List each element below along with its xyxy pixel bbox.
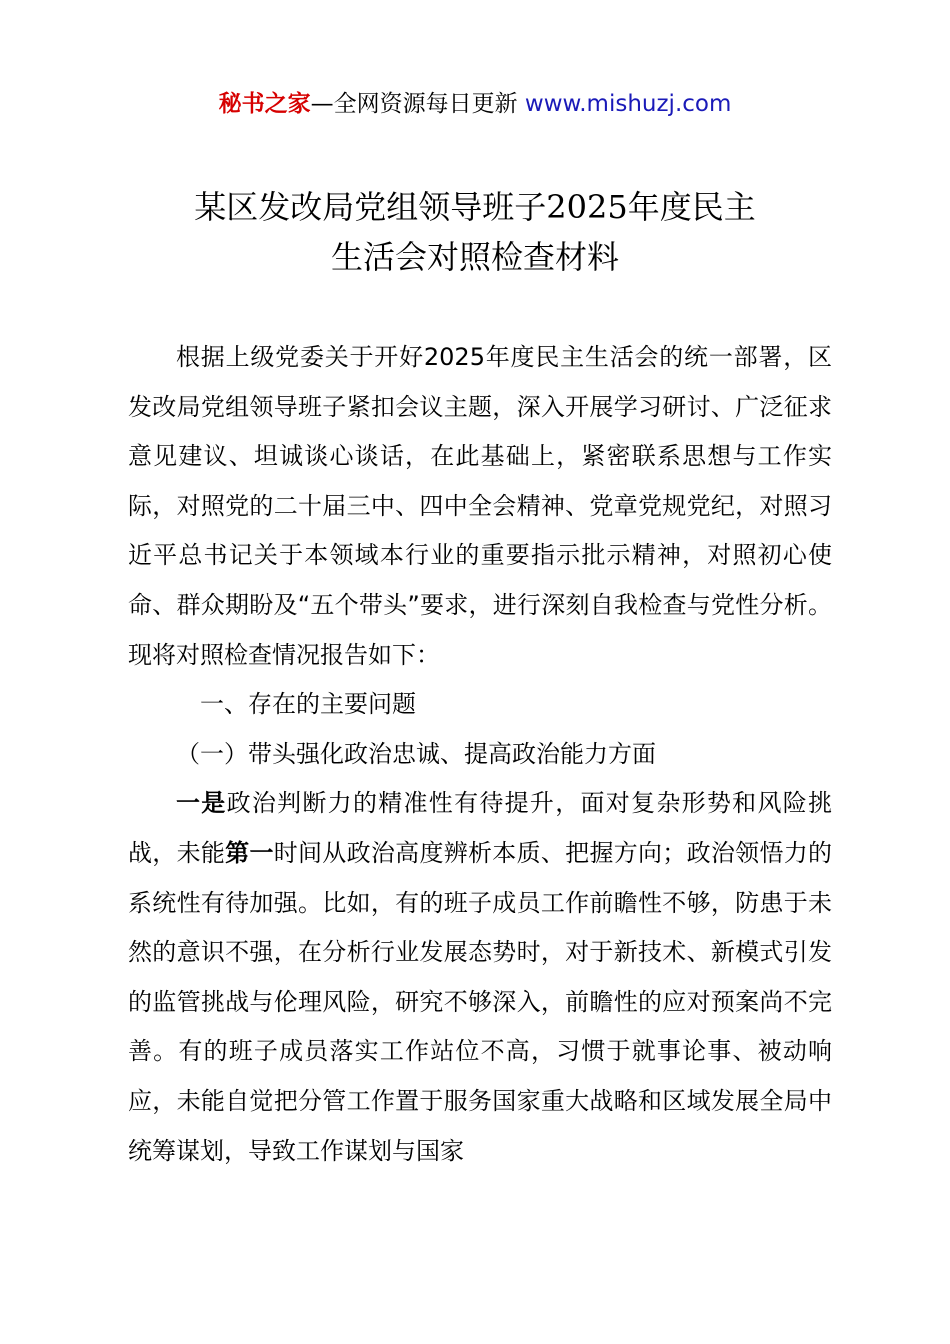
document-title: [0, 182, 950, 282]
subsection-heading: （一）带头强化政治忠诚、提高政治能力方面: [176, 739, 656, 768]
intro-paragraph: 根据上级党委关于开好2025年度民主生活会的统一部署，区发改局党组领导班子紧扣会议主题，深入开展学习研讨、广泛征求意见建议、坦诚谈心谈话，在此基础上，紧密联系思想与工作实际，对照党的二十届三中、四中全会精神、党章党规党纪，对照习近平总书记关于本领域本行业的重要指示批示精神，对照初心使命、群众期盼及“五个带头”要求，进行深刻自我检查与党性分析。现将对照检查情况报告如下：: [128, 343, 832, 669]
section-heading: 一、存在的主要问题: [200, 690, 416, 719]
paragraph-bold-term: 第一: [225, 838, 274, 867]
title-line-2: 生活会对照检查材料: [330, 238, 619, 276]
paragraph-text-a: 政治判断力的精准性有待提升，面对复杂形势和风险挑战，未能: [128, 789, 833, 867]
site-banner: [0, 86, 950, 122]
site-url-link[interactable]: www.mishuzj.com: [524, 91, 732, 117]
banner-tagline: —全网资源每日更新: [310, 91, 518, 117]
brand-name: 秘书之家: [218, 91, 311, 117]
paragraph-lead: 一是: [176, 789, 227, 818]
paragraph-text-c: 时间从政治高度辨析本质、把握方向；政治领悟力的系统性有待加强。比如，有的班子成员工作前瞻性不够，防患于未然的意识不强，在分析行业发展态势时，对于新技术、新模式引发的监管挑战与伦理风险，研究不够深入，前瞻性的应对预案尚不完善。有的班子成员落实工作站位不高，习惯于就事论事、被动响应，未能自觉把分管工作置于服务国家重大战略和区域发展全局中统筹谋划，导致工作谋划与国家: [128, 838, 833, 1165]
document-body: [128, 333, 832, 1176]
problem-paragraph: [128, 779, 832, 1176]
title-line-1: 某区发改局党组领导班子2025年度民主: [194, 188, 756, 226]
